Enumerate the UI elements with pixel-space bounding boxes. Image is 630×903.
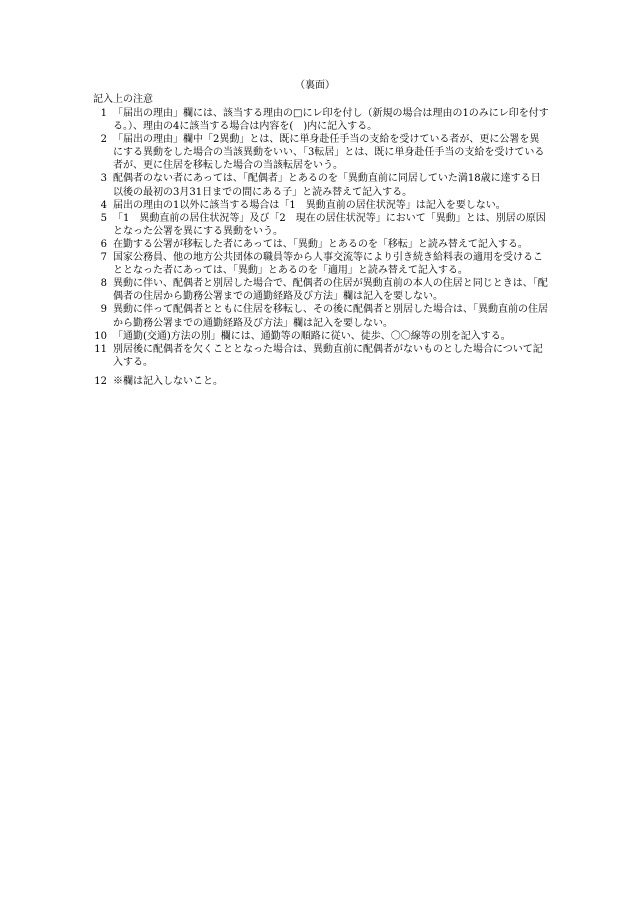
note-number: 3	[100, 173, 107, 185]
note-item	[93, 212, 549, 238]
note-item	[93, 238, 549, 251]
note-text: 異動に伴って配偶者とともに住居を移転し、その後に配偶者と別居した場合は、「異動直前の住居から勤務公署までの通勤経路及び方法」欄は記入を要しない。	[113, 304, 548, 329]
note-number: 12	[94, 375, 107, 387]
note-number: 10	[94, 330, 107, 342]
note-text: 「届出の理由」欄には、該当する理由の□にレ印を付し（新規の場合は理由の1のみにレ印を付する。）、理由の4に該当する場合は内容を( )内に記入する。	[113, 108, 549, 133]
note-item	[93, 375, 549, 388]
note-number: 1	[100, 108, 107, 119]
note-number: 6	[100, 238, 107, 250]
note-number: 5	[100, 212, 107, 224]
note-item	[93, 277, 549, 303]
note-text: 別居後に配偶者を欠くこととなった場合は、異動直前に配偶者がないものとした場合について記入する。	[113, 343, 543, 368]
note-text: ※欄は記入しないこと。	[113, 375, 223, 387]
note-item	[93, 133, 549, 172]
note-item	[93, 199, 549, 212]
note-number: 4	[100, 199, 107, 211]
note-item	[93, 107, 549, 133]
note-item	[93, 251, 549, 277]
note-number: 8	[100, 278, 107, 290]
note-text: 国家公務員、他の地方公共団体の職員等から人事交流等により引き続き給料表の適用を受けることとなった者にあっては、「異動」とあるのを「適用」と読み替えて記入する。	[113, 252, 543, 277]
note-number: 9	[100, 304, 107, 316]
note-text: 「通勤(交通)方法の別」欄には、通勤等の順路に従い、徒歩、〇〇線等の別を記入する。	[113, 330, 511, 342]
page-heading: （裏面）	[295, 80, 335, 91]
note-number: 7	[100, 252, 107, 264]
notes-title: 記入上の注意	[93, 94, 153, 105]
note-number: 2	[100, 134, 107, 146]
note-item	[93, 330, 549, 343]
note-item	[93, 172, 549, 198]
note-text: 届出の理由の1以外に該当する場合は「1 異動直前の居住状況等」は記入を要しない。	[113, 199, 506, 211]
notes-list	[93, 107, 549, 388]
note-text: 在勤する公署が移転した者にあっては、「異動」とあるのを「移転」と読み替えて記入する。	[113, 238, 528, 250]
note-text: 「届出の理由」欄中「2異動」とは、既に単身赴任手当の支給を受けている者が、更に公署を異にする異動をした場合の当該異動をいい、「3転居」とは、既に単身赴任手当の支給を受けている者が、更に住居を移転した場合の当該転居をいう。	[113, 134, 545, 172]
note-number: 11	[94, 343, 107, 355]
note-text: 「1 異動直前の居住状況等」及び「2 現在の居住状況等」において「異動」とは、別居の原因となった公署を異にする異動をいう。	[113, 212, 546, 237]
note-item	[93, 343, 549, 369]
note-text: 配偶者のない者にあっては、「配偶者」とあるのを「異動直前に同居していた満18歳に達する日以後の最初の3月31日までの間にある子」と読み替えて記入する。	[113, 173, 541, 198]
note-text: 異動に伴い、配偶者と別居した場合で、配偶者の住居が異動直前の本人の住居と同じときは、「配偶者の住居から勤務公署までの通勤経路及び方法」欄は記入を要しない。	[113, 278, 548, 303]
note-item	[93, 303, 549, 329]
